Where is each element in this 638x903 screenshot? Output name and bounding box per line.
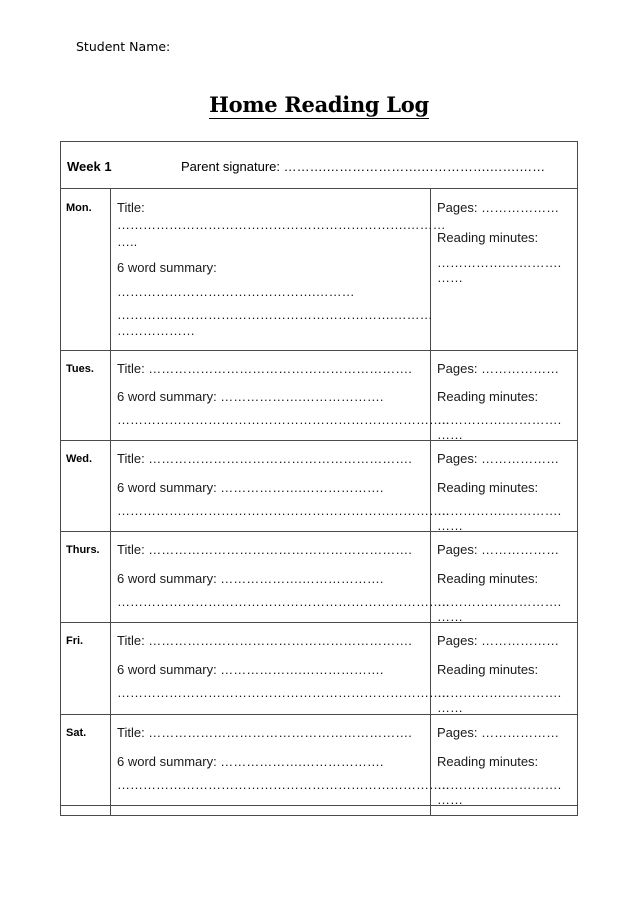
wed-blank-line[interactable]: ………………………………………………………………….. [117,503,450,518]
mon-title-label: Title: [117,200,145,215]
sat-pages-field[interactable]: Pages: ……………… [437,725,560,740]
mon-title-line-2[interactable]: ….. [117,234,138,249]
wed-pages-field[interactable]: Pages: ……………… [437,451,560,466]
tues-reading-minutes-label: Reading minutes: [437,389,539,404]
mon-minutes-line-2[interactable]: …… [437,270,463,285]
tues-pages-field[interactable]: Pages: ……………… [437,361,560,376]
sat-reading-minutes-label: Reading minutes: [437,754,539,769]
mon-summary-line-1[interactable]: ……………………………………….……… [117,284,355,299]
day-label-thurs: Thurs. [66,544,100,556]
sat-summary-field[interactable]: 6 word summary: ……………….………………. [117,754,384,769]
fri-title-field[interactable]: Title: ……………………………………………………. [117,633,412,648]
tues-summary-field[interactable]: 6 word summary: ……………….………………. [117,389,384,404]
col-divider-day [110,188,111,815]
row-divider-tues [61,440,577,441]
mon-minutes-line-1[interactable]: …………….…………. [437,255,562,270]
tues-minutes-line-2[interactable]: …… [437,427,463,442]
fri-summary-field[interactable]: 6 word summary: ……………….………………. [117,662,384,677]
reading-log-table [60,141,578,816]
mon-summary-label: 6 word summary: [117,260,217,275]
fri-blank-line[interactable]: ………………………………………………………………….. [117,685,450,700]
wed-reading-minutes-label: Reading minutes: [437,480,539,495]
day-label-sat: Sat. [66,727,87,739]
wed-minutes-line-2[interactable]: …… [437,518,463,533]
tues-blank-line[interactable]: ………………………………………………………………….. [117,412,450,427]
thurs-blank-line[interactable]: ………………………………………………………………….. [117,594,450,609]
row-divider-week [61,188,577,189]
tues-minutes-line-1[interactable]: …………….…………. [437,412,562,427]
wed-summary-field[interactable]: 6 word summary: ……………….………………. [117,480,384,495]
day-label-wed: Wed. [66,453,93,465]
day-label-tues: Tues. [66,363,94,375]
parent-signature-field[interactable]: Parent signature: ……….………………….…………….…….…… [181,159,546,174]
row-divider-wed [61,531,577,532]
thurs-pages-field[interactable]: Pages: ……………… [437,542,560,557]
page-title-text: Home Reading Log [209,92,429,117]
page-title [0,92,638,117]
student-name-label: Student Name: [76,39,171,54]
wed-minutes-line-1[interactable]: …………….…………. [437,503,562,518]
thurs-reading-minutes-label: Reading minutes: [437,571,539,586]
sat-minutes-line-1[interactable]: …………….…………. [437,777,562,792]
sat-minutes-line-2[interactable]: …… [437,792,463,807]
wed-title-field[interactable]: Title: ……………………………………………………. [117,451,412,466]
row-divider-mon [61,350,577,351]
thurs-minutes-line-1[interactable]: …………….…………. [437,594,562,609]
mon-pages-field[interactable]: Pages: ……………… [437,200,560,215]
sat-title-field[interactable]: Title: ……………………………………………………. [117,725,412,740]
mon-summary-line-2[interactable]: ……………………………………………………….……… [117,307,433,322]
fri-minutes-line-1[interactable]: …………….…………. [437,685,562,700]
day-label-fri: Fri. [66,635,84,647]
fri-pages-field[interactable]: Pages: ……………… [437,633,560,648]
col-divider-pages [430,188,431,815]
mon-summary-line-3[interactable]: ……………… [117,323,195,338]
row-divider-sat [61,805,577,806]
fri-minutes-line-2[interactable]: …… [437,700,463,715]
tues-title-field[interactable]: Title: ……………………………………………………. [117,361,412,376]
thurs-summary-field[interactable]: 6 word summary: ……………….………………. [117,571,384,586]
mon-reading-minutes-label: Reading minutes: [437,230,539,245]
week-label: Week 1 [67,159,112,174]
fri-reading-minutes-label: Reading minutes: [437,662,539,677]
row-divider-thurs [61,622,577,623]
row-divider-fri [61,714,577,715]
sat-blank-line[interactable]: ………………………………………………………………….. [117,777,450,792]
thurs-minutes-line-2[interactable]: …… [437,609,463,624]
thurs-title-field[interactable]: Title: ……………………………………………………. [117,542,412,557]
day-label-mon: Mon. [66,202,92,214]
mon-title-line-1[interactable]: ………………………………………………………….……… [117,217,446,232]
